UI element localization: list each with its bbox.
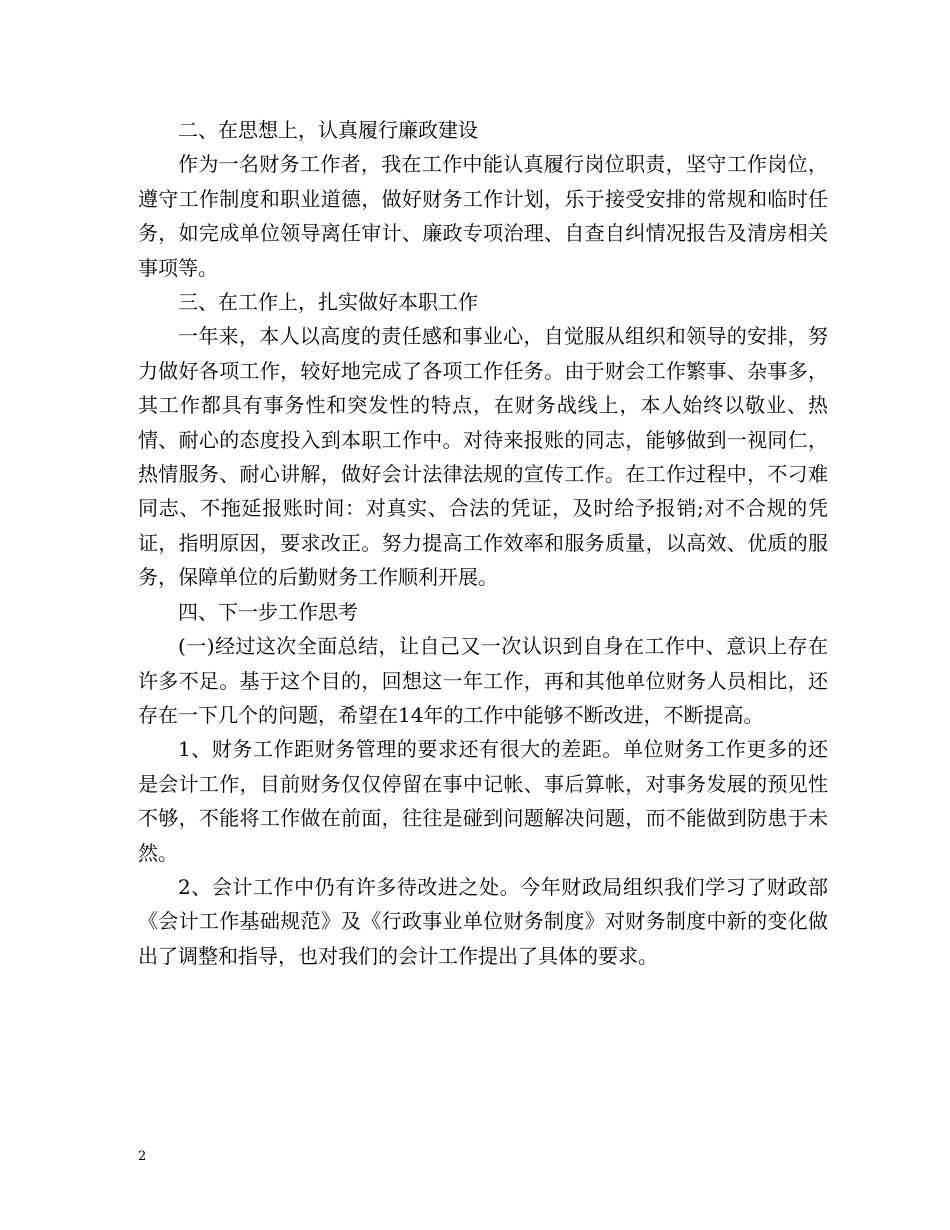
section-heading-ideology: 二、在思想上，认真履行廉政建设 [178,118,478,142]
paragraph-point-1: 1、财务工作距财务管理的要求还有很大的差距。单位财务工作更多的还是会计工作，目前财务仅仅停留在事中记帐、事后算帐，对事务发展的预见性不够，不能将工作做在前面，往往是碰到问题解决问题，而不能做到防患于未然。 [138,737,828,865]
section-heading-next-steps: 四、下一步工作思考 [178,599,358,624]
paragraph-ideology: 作为一名财务工作者，我在工作中能认真履行岗位职责，坚守工作岗位，遵守工作制度和职业道德，做好财务工作计划，乐于接受安排的常规和临时任务，如完成单位领导离任审计、廉政专项治理、自查自纠情况报告及清房相关事项等。 [138,152,828,280]
page-number: 2 [138,1149,147,1164]
document-body [138,113,828,973]
paragraph-work: 一年来，本人以高度的责任感和事业心，自觉服从组织和领导的安排，努力做好各项工作，较好地完成了各项工作任务。由于财会工作繁事、杂事多，其工作都具有事务性和突发性的特点，在财务战线上，本人始终以敬业、热情、耐心的态度投入到本职工作中。对待来报账的同志，能够做到一视同仁，热情服务、耐心讲解，做好会计法律法规的宣传工作。在工作过程中，不刁难同志、不拖延报账时间：对真实、合法的凭证，及时给予报销;对不合规的凭证，指明原因，要求改正。努力提高工作效率和服务质量，以高效、优质的服务，保障单位的后勤财务工作顺利开展。 [138,324,828,590]
paragraph-next-steps-intro: (一)经过这次全面总结，让自己又一次认识到自身在工作中、意识上存在许多不足。基于这个目的，回想这一年工作，再和其他单位财务人员相比，还存在一下几个的问题，希望在14年的工作中能够不断改进，不断提高。 [138,634,828,727]
section-heading-work: 三、在工作上，扎实做好本职工作 [178,290,478,315]
paragraph-point-2: 2、会计工作中仍有许多待改进之处。今年财政局组织我们学习了财政部《会计工作基础规范》及《行政事业单位财务制度》对财务制度中新的变化做出了调整和指导，也对我们的会计工作提出了具体的要求。 [138,874,828,968]
